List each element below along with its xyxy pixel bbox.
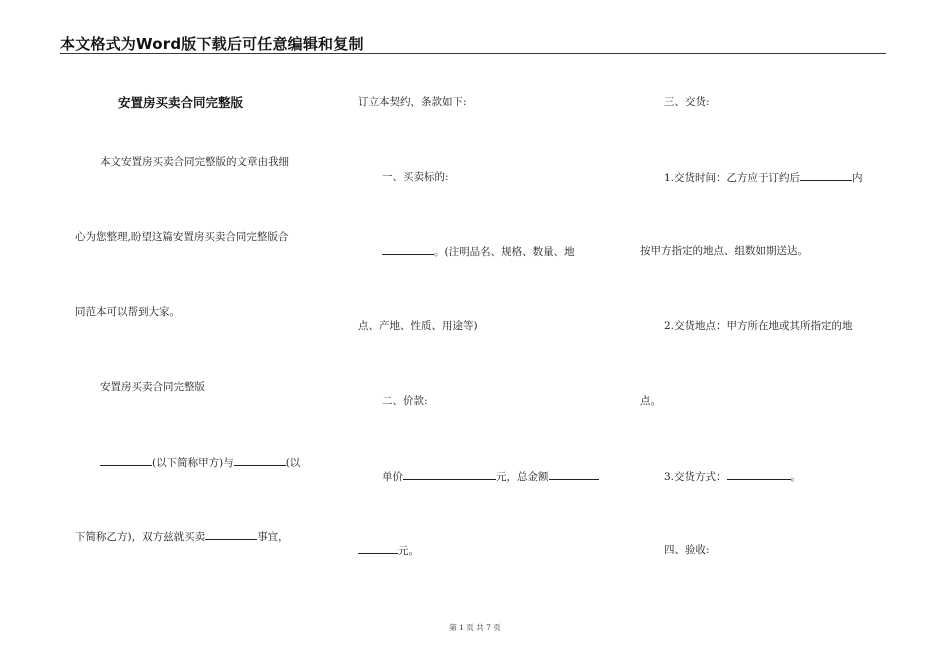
parties-line-2 bbox=[75, 529, 289, 544]
subject-note-cont: 点、产地、性质、用途等) bbox=[358, 320, 478, 332]
delivery-days-blank[interactable] bbox=[800, 170, 852, 181]
column-middle bbox=[358, 0, 618, 672]
price-line bbox=[382, 469, 599, 484]
subject-note: 。(注明品名、规格、数量、地 bbox=[434, 246, 575, 258]
intro-line-2: 心为您整理,盼望这篇安置房买卖合同完整版合 bbox=[75, 231, 289, 243]
total-amount-blank-cont[interactable] bbox=[358, 543, 398, 554]
party-b-suffix: (以 bbox=[285, 457, 301, 469]
delivery-place-line: 2.交货地点：甲方所在地或其所指定的地 bbox=[664, 320, 853, 332]
currency-suffix: 元。 bbox=[398, 545, 419, 557]
delivery-time-label: 1.交货时间：乙方应于订约后 bbox=[664, 172, 801, 184]
delivery-place-cont: 点。 bbox=[640, 395, 661, 407]
party-b-blank[interactable] bbox=[234, 455, 286, 466]
delivery-method-line bbox=[664, 469, 801, 484]
parties-text-end: 事宜， bbox=[257, 531, 289, 543]
total-amount-label: 元，总金额 bbox=[496, 471, 549, 483]
column-right bbox=[640, 0, 890, 672]
price-line-cont bbox=[358, 543, 419, 558]
section-2-heading: 二、价款: bbox=[382, 395, 428, 407]
parties-text: 下简称乙方)，双方兹就买卖 bbox=[75, 531, 206, 543]
delivery-method-suffix: 。 bbox=[790, 471, 802, 483]
column-left bbox=[75, 0, 325, 672]
parties-line-1 bbox=[100, 455, 300, 470]
intro-line-3: 同范本可以帮到大家。 bbox=[75, 306, 180, 318]
page-number: 第 1 页 共 7 页 bbox=[449, 623, 501, 632]
section-1-heading: 一、买卖标的: bbox=[382, 171, 449, 183]
delivery-method-label: 3.交货方式： bbox=[664, 471, 727, 483]
party-a-blank[interactable] bbox=[100, 455, 152, 466]
delivery-method-blank[interactable] bbox=[727, 469, 791, 480]
terms-intro: 订立本契约，条款如下: bbox=[358, 96, 467, 108]
document-title: 安置房买卖合同完整版 bbox=[118, 95, 244, 110]
total-amount-blank[interactable] bbox=[549, 469, 599, 480]
header-notice: 本文格式为Word版下载后可任意编辑和复制 bbox=[60, 35, 364, 53]
unit-price-blank[interactable] bbox=[403, 469, 496, 480]
delivery-time-cont: 按甲方指定的地点、组数如期送达。 bbox=[640, 245, 808, 257]
section-4-heading: 四、验收: bbox=[664, 544, 710, 556]
subject-line bbox=[382, 244, 575, 259]
delivery-time-suffix: 内 bbox=[852, 172, 863, 184]
contract-heading: 安置房买卖合同完整版 bbox=[100, 381, 205, 393]
sale-matter-blank[interactable] bbox=[205, 529, 257, 540]
party-a-suffix: (以下简称甲方)与 bbox=[152, 457, 234, 469]
subject-blank[interactable] bbox=[382, 244, 434, 255]
unit-price-label: 单价 bbox=[382, 471, 403, 483]
section-3-heading: 三、交货: bbox=[664, 96, 710, 108]
delivery-time-line bbox=[664, 170, 863, 185]
intro-line-1: 本文安置房买卖合同完整版的文章由我细 bbox=[100, 156, 289, 168]
